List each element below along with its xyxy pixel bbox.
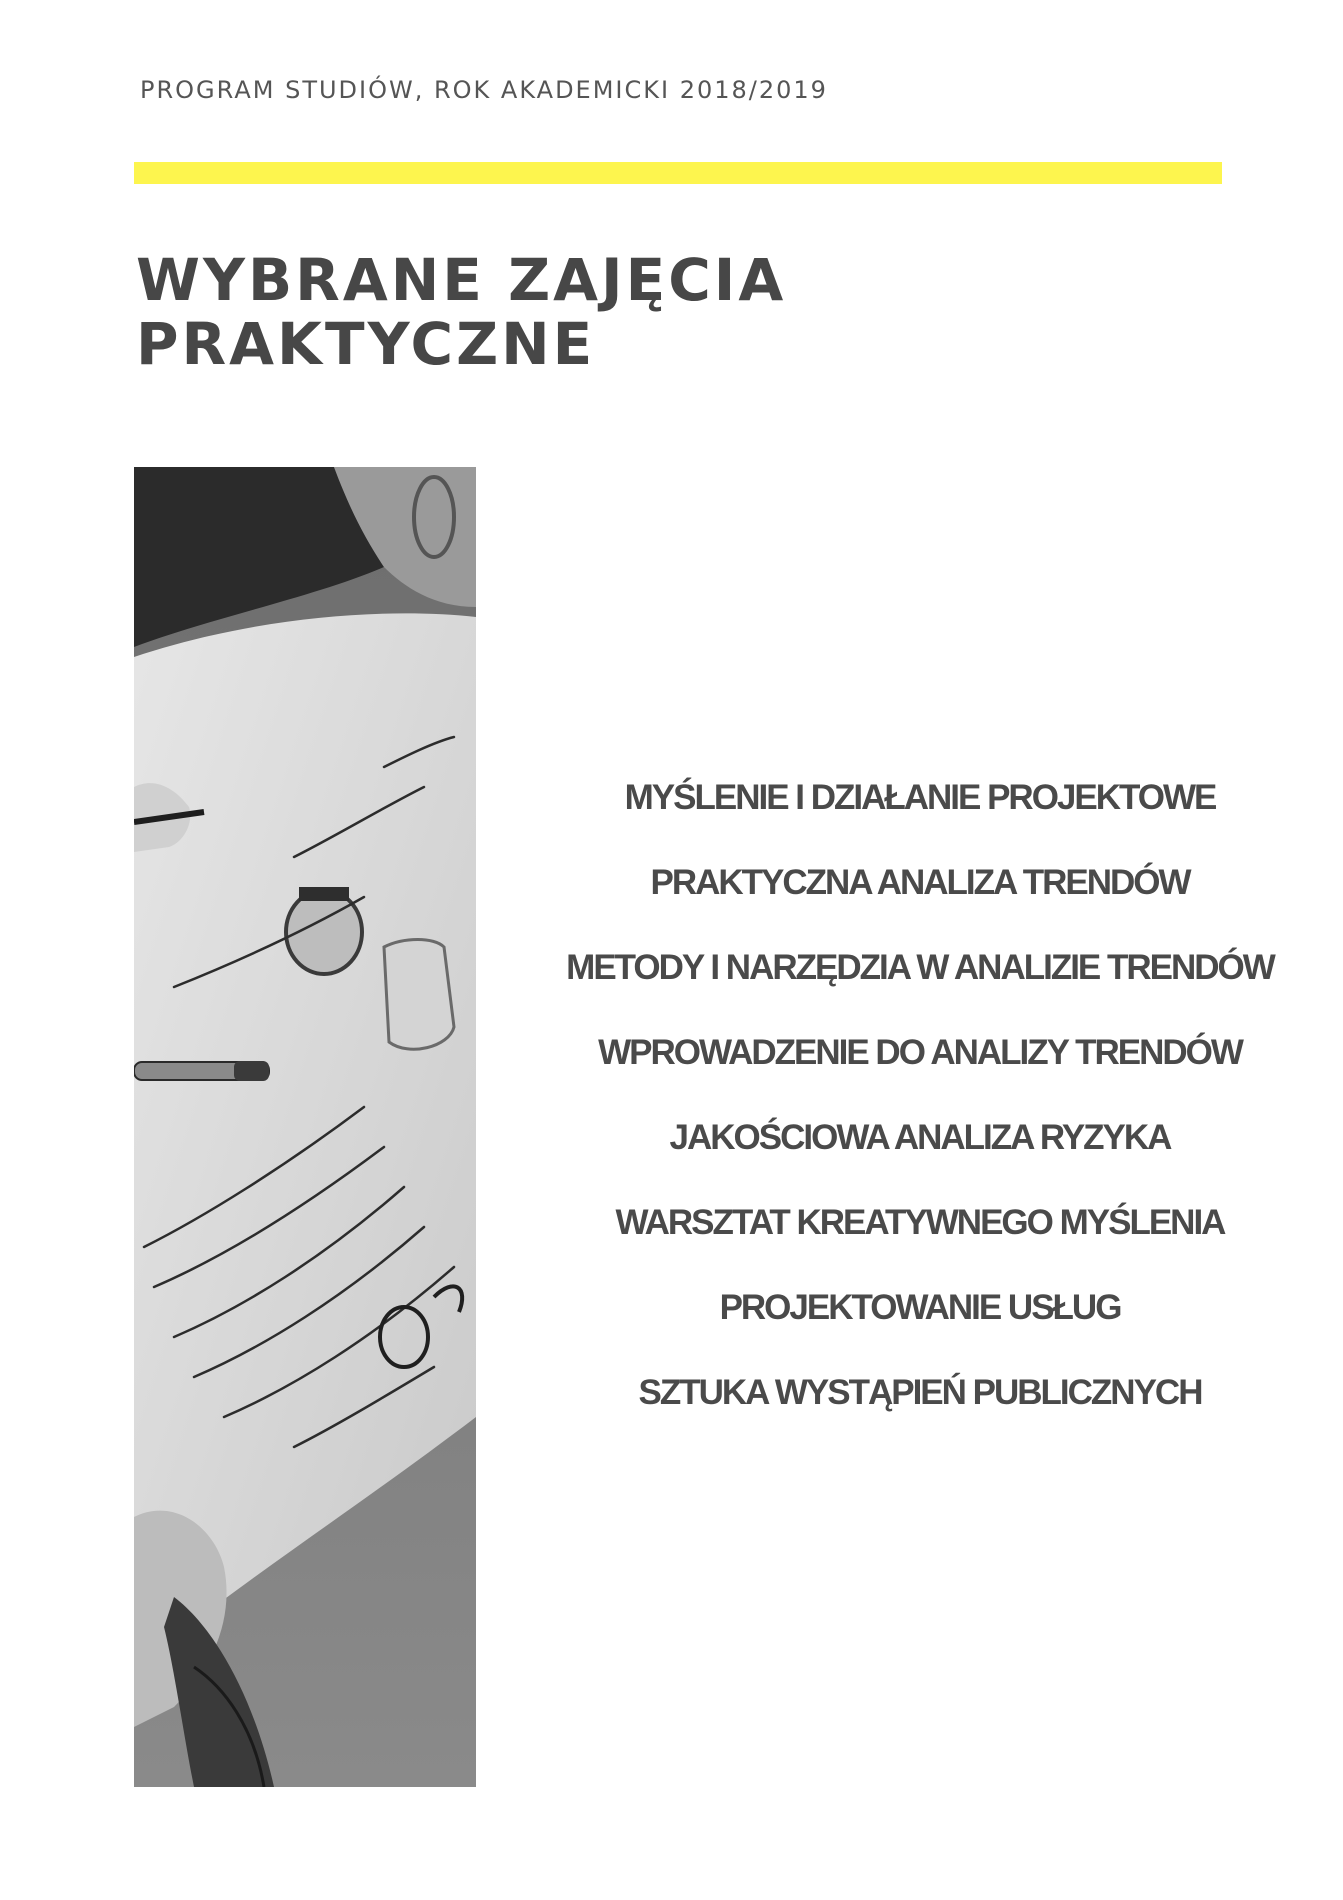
program-header: PROGRAM STUDIÓW, ROK AKADEMICKI 2018/2019 [140,76,828,104]
course-item: METODY I NARZĘDZIA W ANALIZIE TRENDÓW [566,948,1274,987]
course-item: WPROWADZENIE DO ANALIZY TRENDÓW [598,1033,1242,1072]
course-item: JAKOŚCIOWA ANALIZA RYZYKA [669,1118,1171,1157]
title-line-1: WYBRANE ZAJĘCIA [136,246,787,314]
course-item: PRAKTYCZNA ANALIZA TRENDÓW [650,863,1190,902]
course-item: SZTUKA WYSTĄPIEŃ PUBLICZNYCH [638,1373,1202,1412]
course-item: WARSZTAT KREATYWNEGO MYŚLENIA [615,1203,1225,1242]
page-title [136,248,786,376]
workshop-photo [134,467,476,1787]
title-line-2: PRAKTYCZNE [136,310,596,378]
accent-bar [134,162,1222,184]
course-list [500,770,1340,1450]
course-item: MYŚLENIE I DZIAŁANIE PROJEKTOWE [624,778,1216,817]
course-item: PROJEKTOWANIE USŁUG [719,1288,1121,1327]
